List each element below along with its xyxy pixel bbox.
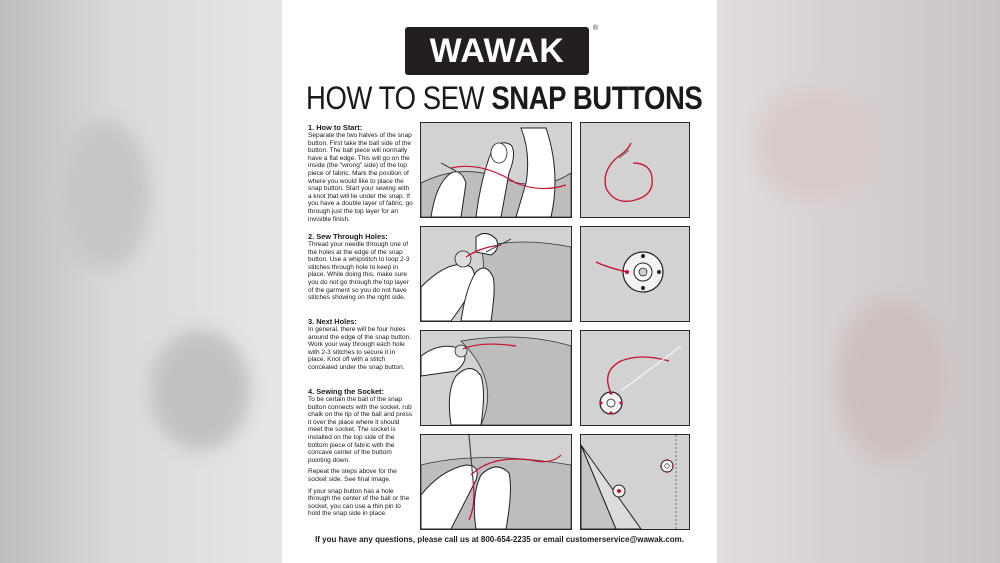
title-light: HOW TO SEW [306, 80, 492, 116]
step-1-thread-illustration [580, 122, 690, 218]
registered-mark: ® [592, 25, 598, 32]
step-2-text [308, 233, 414, 302]
step-1-hand-illustration [420, 122, 572, 218]
step-2-snap-illustration [580, 226, 690, 322]
step-3-hand-illustration [420, 330, 572, 426]
step-heading: 1. How to Start: [308, 123, 363, 132]
blurred-background-right [717, 0, 1000, 563]
step-4-hand-illustration [420, 434, 572, 530]
step-body: Separate the two halves of the snap button. First take the ball side of the button. The ball piece will normally have a flat edge. This will go on the inside (the "wrong" side) of the top piece of fabric. Mark the position of where you would like to place the snap button. Start your sewing with a knot that will lie under the snap. If you have a double layer of fabric, go through just the top layer for an invisible finish. [308, 132, 413, 223]
repeat-note: Repeat the steps above for the socket side. See final image. [308, 468, 397, 483]
logo-text: WAWAK [429, 31, 565, 70]
step-body: In general, there will be four holes around the edge of the snap button. Work your way through each hole with 2-3 stitches to secure it in place. Knot off with a stitch concealed under the snap button. [308, 326, 412, 371]
step-3-snap-illustration [580, 330, 690, 426]
step-4-text [308, 388, 414, 518]
step-3-text [308, 318, 414, 372]
footer-contact: If you have any questions, please call us at 800-654-2235 or email customerservice@wawak.com. [315, 535, 684, 544]
step-body: Thread your needle through one of the holes at the edge of the snap button. Use a whipstitch to loop 2-3 stitches through hole to keep in place. While doing this, make sure you do not go through the top layer of the garment so you do not have stitches showing on the right side. [308, 241, 410, 302]
step-2-hand-illustration [420, 226, 572, 322]
page-title [306, 80, 703, 120]
step-1-text [308, 124, 414, 223]
step-heading: 3. Next Holes: [308, 317, 357, 326]
step-4-garment-illustration [580, 434, 690, 530]
wawak-logo [405, 25, 598, 75]
pin-note: If your snap button has a hole through the center of the ball or the socket, you can use a thin pin to hold the snap side in place. [308, 487, 410, 518]
title-bold: SNAP BUTTONS [491, 80, 703, 116]
instruction-sheet [282, 0, 717, 563]
blurred-background-left [0, 0, 282, 563]
step-heading: 2. Sew Through Holes: [308, 232, 388, 241]
step-body: To be certain the ball of the snap button connects with the socket, rub chalk on the tip of the ball and press it over the place where it should meet the socket. The socket is installed on the top side of the bottom piece of fabric with the concave center of the buttom pointing down. [308, 396, 413, 464]
step-heading: 4. Sewing the Socket: [308, 387, 384, 396]
